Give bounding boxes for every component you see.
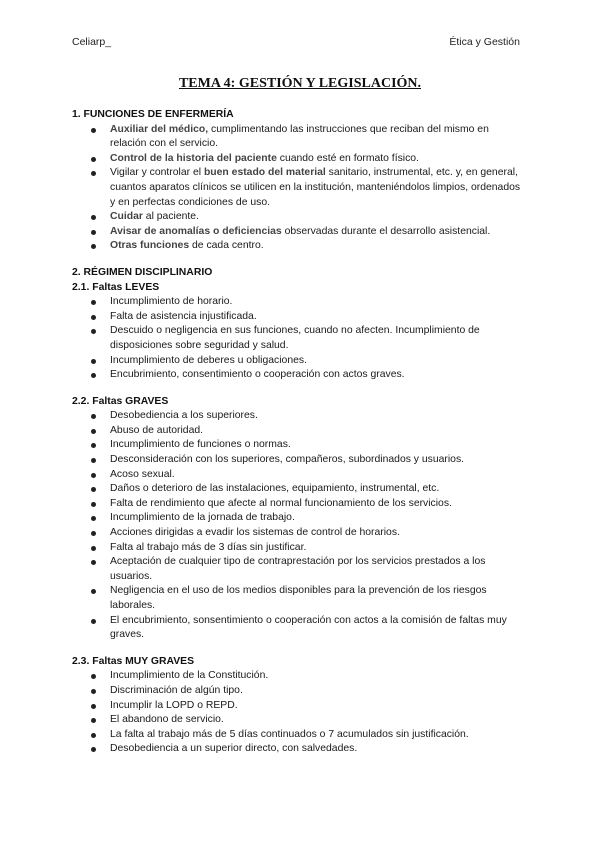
subsection-heading-muy-graves: 2.3. Faltas MUY GRAVES [72, 655, 195, 667]
document-body [72, 108, 522, 757]
list-item: Incumplimiento de horario. [72, 295, 522, 310]
header-right: Ética y Gestión [449, 36, 520, 48]
section-heading-funciones: 1. FUNCIONES DE ENFERMERÍA [72, 109, 234, 120]
list-item: Auxiliar del médico, cumplimentando las instrucciones que reciban del mismo en relación con el servicio. [72, 123, 522, 152]
list-item: Incumplimiento de funciones o normas. [72, 438, 522, 453]
list-item: Incumplimiento de deberes u obligaciones. [72, 354, 522, 369]
subsection-heading-leves: 2.1. Faltas LEVES [72, 281, 160, 293]
list-item: Negligencia en el uso de los medios disponibles para la prevención de los riesgos laborales. [72, 584, 522, 613]
list-item: Incumplir la LOPD o REPD. [72, 699, 522, 714]
list-item: Incumplimiento de la Constitución. [72, 669, 522, 684]
list-item: El abandono de servicio. [72, 713, 522, 728]
list-item: Desconsideración con los superiores, compañeros, subordinados y usuarios. [72, 453, 522, 468]
subsection-heading-graves: 2.2. Faltas GRAVES [72, 395, 169, 407]
list-item: Control de la historia del paciente cuando esté en formato físico. [72, 152, 522, 167]
list-item: Avisar de anomalías o deficiencias observadas durante el desarrollo asistencial. [72, 225, 522, 240]
list-item: Vigilar y controlar el buen estado del material sanitario, instrumental, etc. y, en general, cuantos aparatos clínicos se utilicen en la institución, manteniéndolos limpios, ordenados y en perfectas condiciones de uso. [72, 166, 522, 210]
leves-list [72, 295, 522, 383]
list-item: Desobediencia a los superiores. [72, 409, 522, 424]
list-item: Discriminación de algún tipo. [72, 684, 522, 699]
list-item: Encubrimiento, consentimiento o cooperación con actos graves. [72, 368, 522, 383]
list-item: Abuso de autoridad. [72, 424, 522, 439]
list-item: Descuido o negligencia en sus funciones, cuando no afecten. Incumplimiento de disposiciones sobre seguridad y salud. [72, 324, 522, 353]
muy-graves-list [72, 669, 522, 757]
list-item: Incumplimiento de la jornada de trabajo. [72, 511, 522, 526]
list-item: Cuidar al paciente. [72, 210, 522, 225]
section-heading-regimen: 2. RÉGIMEN DISCIPLINARIO [72, 266, 213, 278]
list-item: Acciones dirigidas a evadir los sistemas de control de horarios. [72, 526, 522, 541]
funciones-list [72, 123, 522, 254]
list-item: Falta de asistencia injustificada. [72, 310, 522, 325]
list-item: Falta al trabajo más de 3 días sin justificar. [72, 541, 522, 556]
list-item: Falta de rendimiento que afecte al normal funcionamiento de los servicios. [72, 497, 522, 512]
graves-list [72, 409, 522, 643]
list-item: La falta al trabajo más de 5 días continuados o 7 acumulados sin justificación. [72, 728, 522, 743]
list-item: Daños o deterioro de las instalaciones, equipamiento, instrumental, etc. [72, 482, 522, 497]
list-item: Otras funciones de cada centro. [72, 239, 522, 254]
list-item: Desobediencia a un superior directo, con salvedades. [72, 742, 522, 757]
list-item: El encubrimiento, sonsentimiento o cooperación con actos a la comisión de faltas muy graves. [72, 614, 522, 643]
list-item: Aceptación de cualquier tipo de contraprestación por los servicios prestados a los usuarios. [72, 555, 522, 584]
list-item: Acoso sexual. [72, 468, 522, 483]
page-title: TEMA 4: GESTIÓN Y LEGISLACIÓN. [178, 76, 422, 91]
header-left: Celiarp_ [72, 36, 112, 48]
